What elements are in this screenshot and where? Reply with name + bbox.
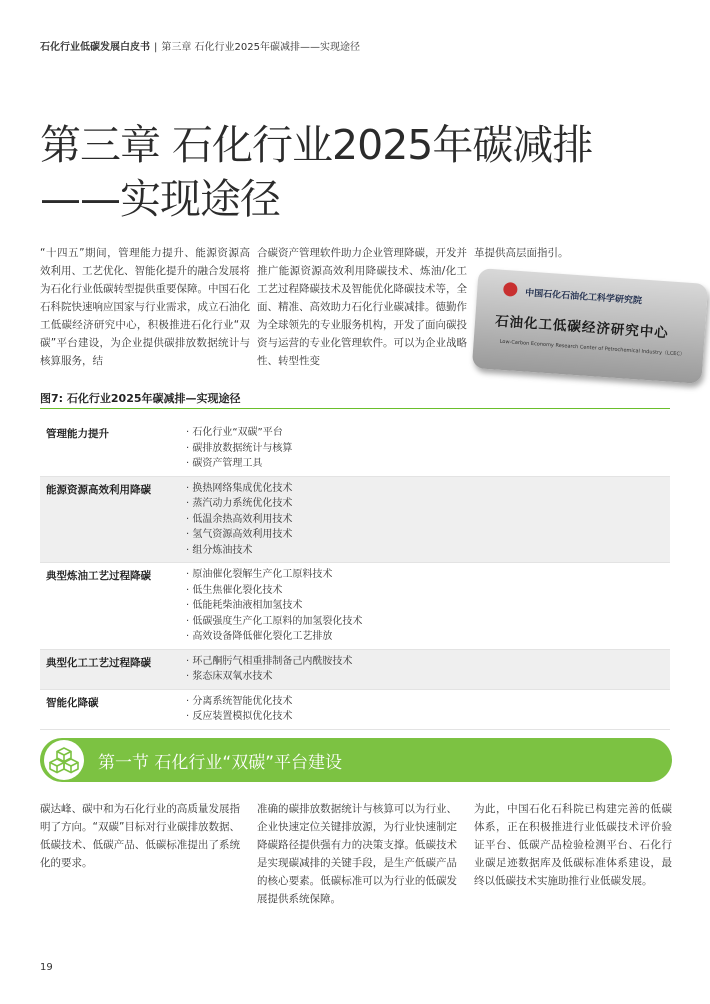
- list-item: · 低温余热高效利用技术: [186, 512, 670, 528]
- table-row: [40, 650, 670, 690]
- list-item: · 原油催化裂解生产化工原料技术: [186, 567, 670, 583]
- row-items: [186, 690, 670, 729]
- list-item: · 组分炼油技术: [186, 543, 670, 559]
- chapter-title-line1: 第三章 石化行业2025年碳减排: [40, 121, 593, 169]
- table-row: [40, 477, 670, 564]
- section-column-1: 碳达峰、碳中和为石化行业的高质量发展指明了方向。“双碳”目标对行业碳排放数据、低碳技术、低碳产品、低碳标准提出了系统化的要求。: [40, 803, 240, 869]
- figure-title: 图7: 石化行业2025年碳减排—实现途径: [40, 392, 241, 405]
- list-item: · 低能耗柴油液相加氢技术: [186, 598, 670, 614]
- list-item: · 氢气资源高效利用技术: [186, 527, 670, 543]
- plaque-center-name: 石油化工低碳经济研究中心: [494, 313, 670, 342]
- row-items: [186, 477, 670, 563]
- boxes-icon: [44, 740, 84, 780]
- row-category: 典型化工工艺过程降碳: [46, 656, 151, 669]
- intro-column-2: 合碳资产管理软件助力企业管理降碳，开发并推广能源资源高效利用降碳技术、炼油/化工工艺过程降碳技术及智能优化降碳技术等，全面、精准、高效助力石化行业碳减排。德勤作为全球领先的专业服务机构，开发了面向碳投资与运营的专业化管理软件。可以为企业战略性、转型性变: [257, 247, 467, 367]
- list-item: · 蒸汽动力系统优化技术: [186, 496, 670, 512]
- header-separator: |: [154, 42, 158, 53]
- figure-divider: [40, 408, 670, 409]
- list-item: · 低生焦催化裂化技术: [186, 583, 670, 599]
- row-category: 能源资源高效利用降碳: [46, 483, 151, 496]
- list-item: · 换热网络集成优化技术: [186, 481, 670, 497]
- row-items: [186, 563, 670, 649]
- sinopec-logo-icon: [503, 282, 518, 297]
- list-item: · 碳排放数据统计与核算: [186, 441, 670, 457]
- list-item: · 石化行业“双碳”平台: [186, 425, 670, 441]
- row-category: 管理能力提升: [46, 428, 109, 440]
- chapter-title: [40, 118, 592, 226]
- section-column-3: 为此，中国石化石科院已构建完善的低碳体系，正在积极推进行业低碳技术评价验证平台、低碳产品检验检测平台、石化行业碳足迹数据库及低碳标准体系建设，最终以低碳技术实施助推行业低碳发展。: [474, 803, 672, 887]
- list-item: · 反应装置模拟优化技术: [186, 709, 670, 725]
- page-number: 19: [40, 962, 53, 973]
- list-item: · 高效设备降低催化裂化工艺排放: [186, 629, 670, 645]
- plaque-english-name: Low-Carbon Economy Research Center of Petrochemical Industry（LCEC）: [499, 338, 686, 358]
- section-column-2: 准确的碳排放数据统计与核算可以为行业、企业快速定位关键排放源，为行业快速制定降碳路径提供强有力的决策支撑。低碳技术是实现碳减排的关键手段，是生产低碳产品的核心要素。低碳标准可以为行业的低碳发展提供系统保障。: [257, 803, 457, 905]
- section-banner: [40, 738, 672, 782]
- intro-column-1: “十四五”期间，管理能力提升、能源资源高效利用、工艺优化、智能化提升的融合发展将为石化行业低碳转型提供重要保障。中国石化石科院快速响应国家与行业需求，成立石油化工低碳经济研究中心，积极推进石化行业“双碳”平台建设，为企业提供碳排放数据统计与核算服务，结: [40, 247, 250, 367]
- row-category: 智能化降碳: [46, 696, 99, 709]
- running-header: [40, 38, 360, 53]
- list-item: · 环己酮肟气相重排制备己内酰胺技术: [186, 654, 670, 670]
- plaque-org-name: 中国石化石油化工科学研究院: [524, 288, 643, 307]
- pathway-table: [40, 421, 670, 730]
- book-title: 石化行业低碳发展白皮书: [40, 42, 150, 53]
- intro-column-3: 革提供高层面指引。: [474, 247, 569, 259]
- row-category: 典型炼油工艺过程降碳: [46, 570, 151, 582]
- list-item: · 碳资产管理工具: [186, 456, 670, 472]
- table-row: [40, 421, 670, 477]
- row-items: [186, 421, 670, 476]
- list-item: · 分离系统智能优化技术: [186, 694, 670, 710]
- list-item: · 低碳强度生产化工原料的加氢裂化技术: [186, 614, 670, 630]
- table-row: [40, 563, 670, 650]
- research-center-plaque-image: [472, 268, 708, 384]
- header-section: 第三章 石化行业2025年碳减排——实现途径: [161, 42, 361, 53]
- chapter-title-line2: ——实现途径: [40, 175, 280, 223]
- table-row: [40, 690, 670, 730]
- list-item: · 浆态床双氧水技术: [186, 669, 670, 685]
- row-items: [186, 650, 670, 689]
- section-title: 第一节 石化行业“双碳”平台建设: [98, 753, 343, 773]
